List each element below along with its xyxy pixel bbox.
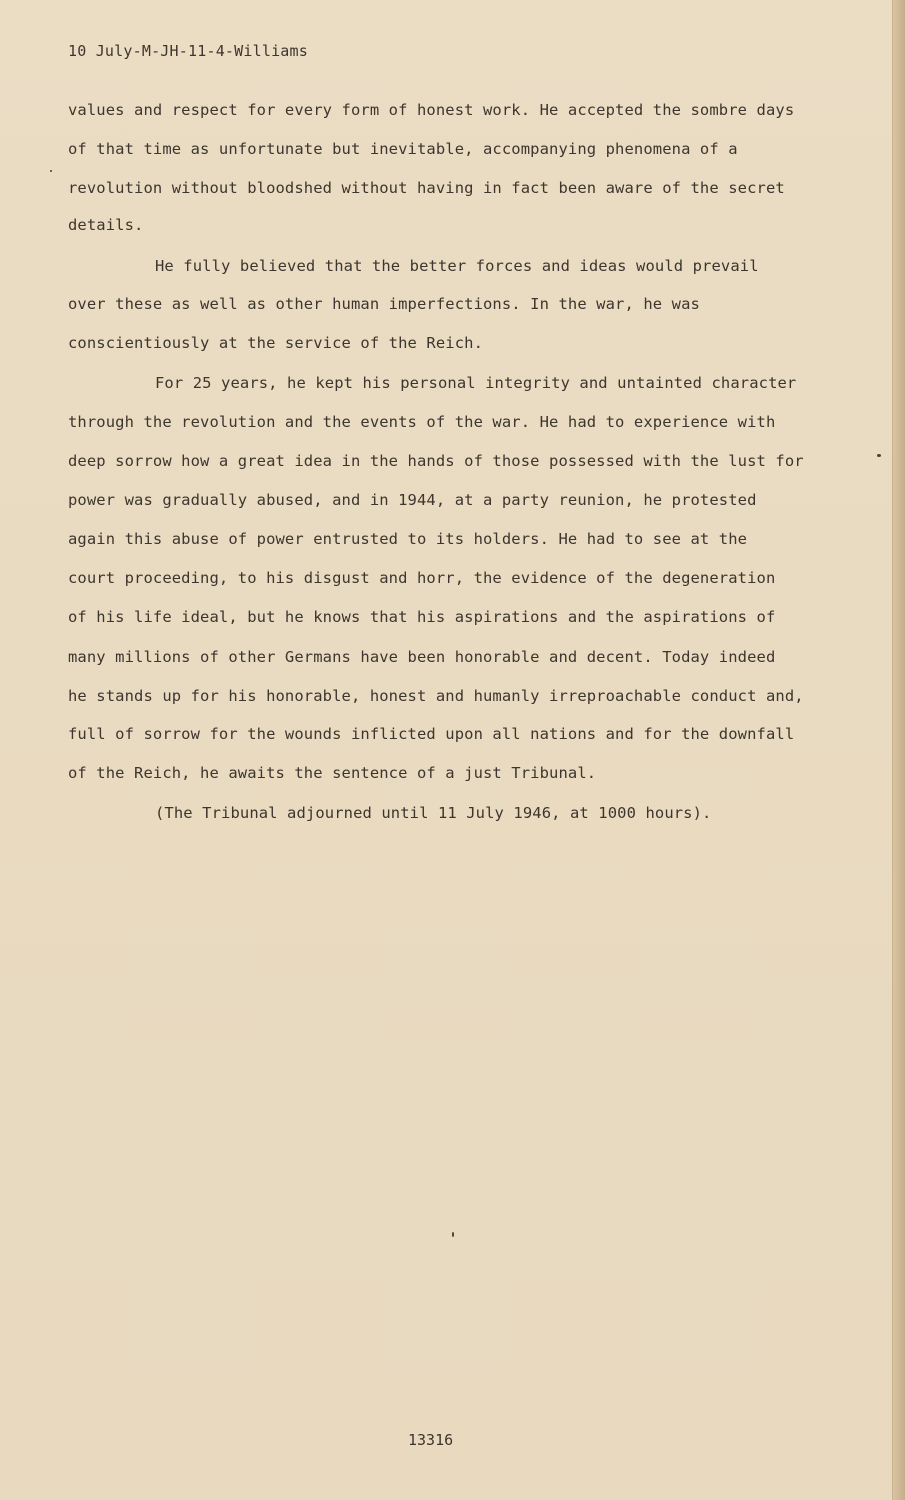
body-line: many millions of other Germans have been honorable and decent. Today indeed — [68, 648, 776, 666]
page-edge — [892, 0, 905, 1500]
body-line: he stands up for his honorable, honest and humanly irreproachable conduct and, — [68, 687, 804, 705]
ink-speck — [452, 1232, 454, 1237]
body-line: full of sorrow for the wounds inflicted upon all nations and for the downfall — [68, 725, 795, 743]
body-line: through the revolution and the events of the war. He had to experience with — [68, 413, 776, 431]
body-line: of his life ideal, but he knows that his aspirations and the aspirations of — [68, 608, 776, 626]
body-line: revolution without bloodshed without having in fact been aware of the secret — [68, 179, 785, 197]
ink-speck — [50, 170, 52, 172]
body-line: of the Reich, he awaits the sentence of a just Tribunal. — [68, 764, 597, 782]
page-number: 13316 — [408, 1431, 454, 1449]
body-line: deep sorrow how a great idea in the hands of those possessed with the lust for — [68, 452, 804, 470]
body-line: of that time as unfortunate but inevitable, accompanying phenomena of a — [68, 140, 738, 158]
body-line: court proceeding, to his disgust and horr, the evidence of the degeneration — [68, 569, 776, 587]
body-line: For 25 years, he kept his personal integrity and untainted character — [155, 374, 797, 392]
body-line: He fully believed that the better forces and ideas would prevail — [155, 257, 759, 275]
body-line: conscientiously at the service of the Reich. — [68, 334, 483, 352]
page-header-reference: 10 July-M-JH-11-4-Williams — [68, 42, 308, 60]
body-line: again this abuse of power entrusted to its holders. He had to see at the — [68, 530, 748, 548]
body-line: details. — [68, 216, 144, 234]
body-line: over these as well as other human imperfections. In the war, he was — [68, 295, 700, 313]
ink-speck — [877, 454, 881, 457]
adjournment-note: (The Tribunal adjourned until 11 July 1946, at 1000 hours). — [155, 804, 712, 822]
body-line: values and respect for every form of honest work. He accepted the sombre days — [68, 101, 795, 119]
body-line: power was gradually abused, and in 1944, at a party reunion, he protested — [68, 491, 757, 509]
